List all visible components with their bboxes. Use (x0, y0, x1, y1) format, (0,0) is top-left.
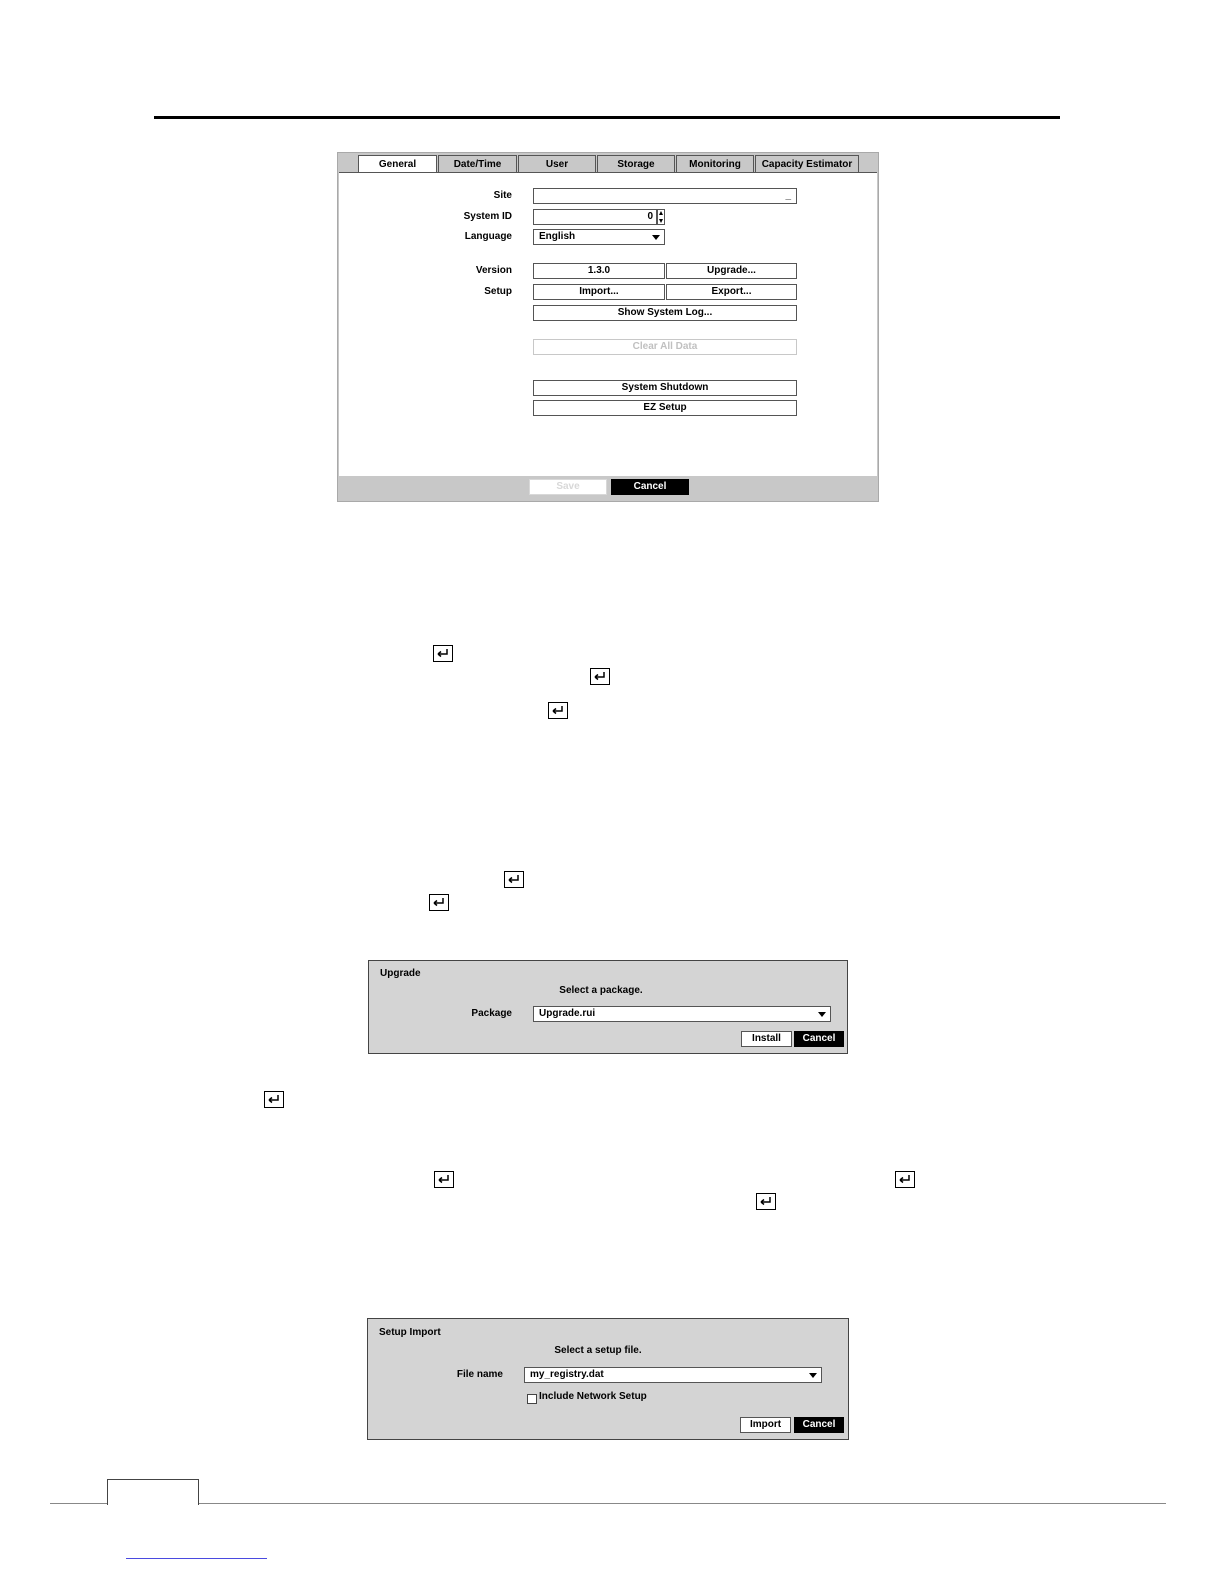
import-cancel-button[interactable]: Cancel (794, 1417, 844, 1433)
tab-storage[interactable]: Storage (597, 155, 675, 172)
file-name-value: my_registry.dat (530, 1369, 604, 1380)
enter-key-icon (434, 1171, 454, 1188)
show-system-log-button[interactable]: Show System Log... (533, 305, 797, 321)
system-shutdown-button[interactable]: System Shutdown (533, 380, 797, 396)
tab-capacity-estimator[interactable]: Capacity Estimator (755, 155, 859, 172)
save-button: Save (529, 479, 607, 495)
system-id-label: System ID (463, 211, 512, 222)
language-label: Language (464, 231, 512, 242)
spin-up-icon[interactable] (659, 211, 663, 215)
export-button[interactable]: Export... (666, 284, 797, 300)
enter-key-icon (504, 871, 524, 888)
cancel-button[interactable]: Cancel (611, 479, 689, 495)
spin-down-icon[interactable] (659, 219, 663, 223)
site-input[interactable]: _ (533, 188, 797, 204)
package-label: Package (471, 1008, 512, 1019)
setup-import-message: Select a setup file. (554, 1345, 642, 1356)
setup-label: Setup (484, 286, 512, 297)
enter-key-icon (590, 668, 610, 685)
system-id-value: 0 (647, 211, 653, 222)
spin-buttons[interactable] (657, 209, 665, 225)
package-value: Upgrade.rui (539, 1008, 596, 1019)
enter-key-icon (433, 645, 453, 662)
import-confirm-button[interactable]: Import (740, 1417, 791, 1433)
import-button[interactable]: Import... (533, 284, 665, 300)
setup-tabs (358, 155, 860, 173)
language-value: English (539, 231, 576, 242)
enter-key-icon (756, 1193, 776, 1210)
version-value: 1.3.0 (533, 263, 665, 279)
setup-import-title: Setup Import (379, 1327, 441, 1338)
ez-setup-button[interactable]: EZ Setup (533, 400, 797, 416)
tab-monitoring[interactable]: Monitoring (676, 155, 754, 172)
include-network-label: Include Network Setup (539, 1391, 647, 1402)
chevron-down-icon (809, 1373, 817, 1378)
clear-all-data-button: Clear All Data (533, 339, 797, 355)
tab-general[interactable]: General (358, 155, 437, 174)
tab-user[interactable]: User (518, 155, 596, 172)
file-name-label: File name (456, 1369, 503, 1380)
language-select[interactable] (533, 229, 665, 245)
include-network-checkbox[interactable] (527, 1394, 537, 1404)
install-button[interactable]: Install (741, 1031, 792, 1047)
site-label: Site (493, 190, 512, 201)
upgrade-dialog-message: Select a package. (559, 985, 643, 996)
tab-date-time[interactable]: Date/Time (438, 155, 517, 172)
enter-key-icon (264, 1091, 284, 1108)
footer-link-underline[interactable] (126, 1558, 267, 1559)
enter-key-icon (429, 894, 449, 911)
file-name-select[interactable] (524, 1367, 822, 1383)
chevron-down-icon (818, 1012, 826, 1017)
upgrade-dialog-title: Upgrade (380, 968, 421, 979)
header-rule (154, 116, 1060, 119)
upgrade-cancel-button[interactable]: Cancel (794, 1031, 844, 1047)
system-id-stepper[interactable] (533, 209, 657, 225)
chevron-down-icon (652, 235, 660, 240)
enter-key-icon (895, 1171, 915, 1188)
footer-rule (50, 1503, 1166, 1504)
package-select[interactable] (533, 1006, 831, 1022)
page-number-tab (107, 1479, 199, 1505)
version-label: Version (475, 265, 512, 276)
upgrade-button[interactable]: Upgrade... (666, 263, 797, 279)
enter-key-icon (548, 702, 568, 719)
